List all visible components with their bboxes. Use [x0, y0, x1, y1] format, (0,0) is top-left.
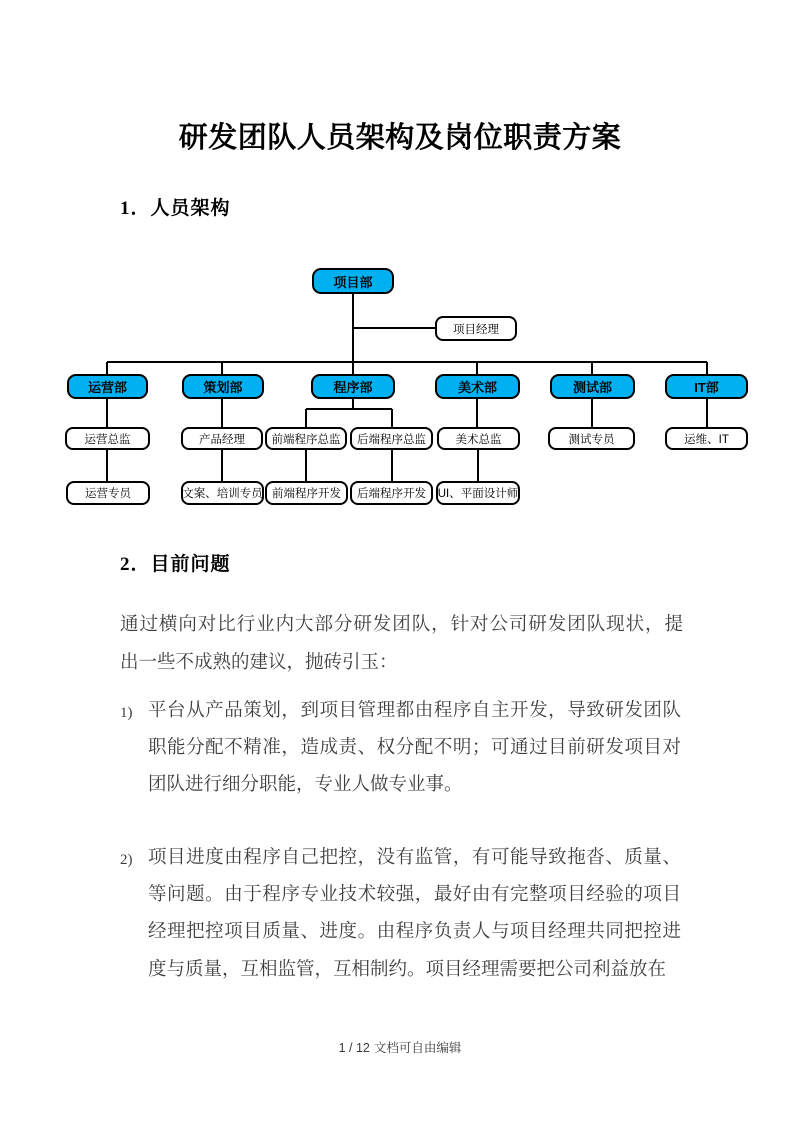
org-node-operations-dept: 运营部 — [67, 374, 148, 399]
org-node-operations-director: 运营总监 — [65, 427, 150, 450]
list-item-line: 团队进行细分职能，专业人做专业事。 — [148, 775, 463, 795]
page-indicator: 1 / 12 — [338, 1041, 370, 1055]
org-node-copy-training: 文案、培训专员 — [181, 481, 264, 505]
list-item-number: 2) — [120, 852, 133, 868]
intro-line: 出一些不成熟的建议，抛砖引玉： — [120, 653, 398, 673]
list-item-line: 职能分配不精准，造成责、权分配不明；可通过目前研发项目对 — [148, 738, 681, 758]
list-item-line: 等问题。由于程序专业技术较强，最好由有完整项目经验的项目 — [148, 885, 681, 905]
document-title: 研发团队人员架构及岗位职责方案 — [178, 122, 622, 154]
org-node-program-dept: 程序部 — [311, 374, 395, 399]
org-node-test-specialist: 测试专员 — [548, 427, 635, 450]
org-node-project-dept: 项目部 — [312, 268, 394, 294]
section-1-heading: 1．人员架构 — [120, 198, 231, 219]
org-node-project-manager: 项目经理 — [435, 316, 517, 341]
org-node-art-director: 美术总监 — [437, 427, 520, 450]
section-2-heading: 2．目前问题 — [120, 554, 231, 575]
list-item-number: 1) — [120, 705, 133, 721]
footer-note: 文档可自由编辑 — [373, 1041, 462, 1055]
org-node-ops-it: 运维、IT — [665, 427, 748, 450]
org-node-operations-specialist: 运营专员 — [66, 481, 150, 505]
intro-line: 通过横向对比行业内大部分研发团队，针对公司研发团队现状，提 — [120, 615, 683, 635]
org-node-product-manager: 产品经理 — [181, 427, 263, 450]
org-node-it-dept: IT部 — [665, 374, 748, 399]
org-node-backend-director: 后端程序总监 — [350, 427, 433, 450]
org-node-backend-dev: 后端程序开发 — [350, 481, 433, 505]
list-item-line: 经理把控项目质量、进度。由程序负责人与项目经理共同把控进 — [148, 922, 681, 942]
page-footer — [0, 1040, 800, 1057]
org-node-test-dept: 测试部 — [550, 374, 635, 399]
org-node-frontend-director: 前端程序总监 — [265, 427, 347, 450]
org-node-frontend-dev: 前端程序开发 — [265, 481, 348, 505]
list-item-line: 平台从产品策划，到项目管理都由程序自主开发，导致研发团队 — [148, 701, 681, 721]
org-node-art-dept: 美术部 — [435, 374, 520, 399]
list-item-line: 项目进度由程序自己把控，没有监管，有可能导致拖沓、质量、 — [148, 848, 681, 868]
org-node-ui-designer: UI、平面设计师 — [436, 481, 520, 505]
org-node-planning-dept: 策划部 — [182, 374, 264, 399]
list-item-line: 度与质量，互相监管，互相制约。项目经理需要把公司利益放在 — [148, 960, 667, 980]
